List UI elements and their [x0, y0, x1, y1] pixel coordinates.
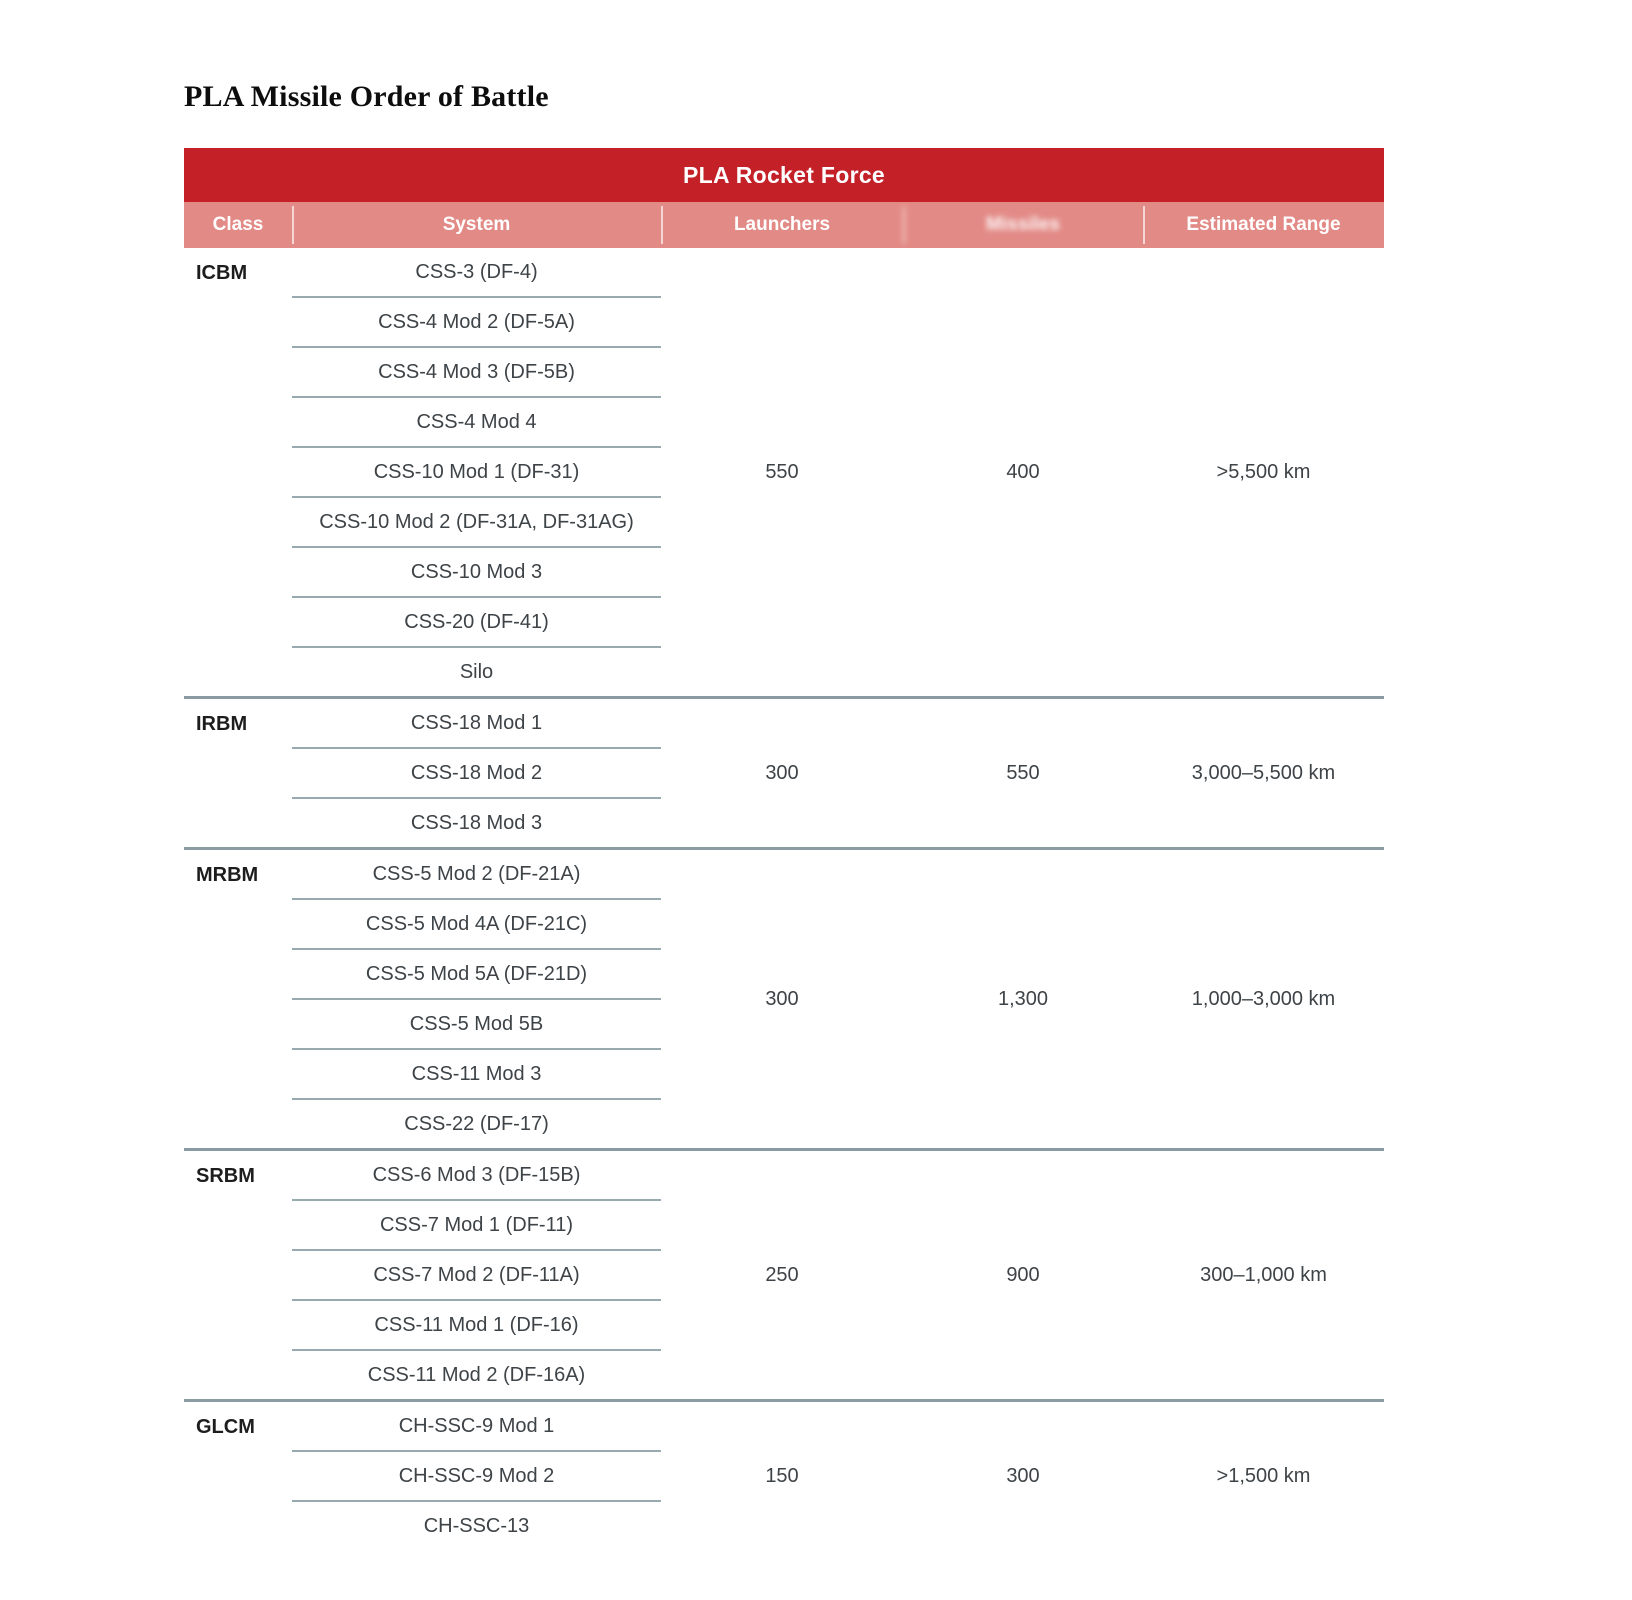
- table-row: [184, 1151, 1384, 1402]
- cell-range: 3,000–5,500 km: [1191, 761, 1336, 784]
- column-header-system: System: [292, 202, 661, 248]
- system-item: CSS-7 Mod 2 (DF-11A): [292, 1251, 661, 1301]
- cell-class: MRBM: [196, 864, 259, 886]
- system-item: CSS-4 Mod 4: [292, 398, 661, 448]
- cell-class: ICBM: [196, 262, 248, 284]
- page-title: PLA Missile Order of Battle: [184, 80, 549, 113]
- system-item: CH-SSC-9 Mod 2: [292, 1452, 661, 1502]
- system-item: CSS-10 Mod 1 (DF-31): [292, 448, 661, 498]
- cell-missiles: 550: [1006, 761, 1040, 784]
- cell-launchers: 150: [765, 1464, 799, 1487]
- table-row: [184, 850, 1384, 1151]
- pla-missile-table: [184, 148, 1384, 1550]
- cell-system-list: [292, 850, 661, 1148]
- cell-missiles: 400: [1006, 460, 1040, 483]
- system-item: CSS-18 Mod 2: [292, 749, 661, 799]
- table-row: [184, 248, 1384, 699]
- system-item: CSS-18 Mod 1: [292, 699, 661, 749]
- cell-launchers: 300: [765, 987, 799, 1010]
- cell-class: GLCM: [196, 1416, 255, 1438]
- system-item: CH-SSC-9 Mod 1: [292, 1402, 661, 1452]
- cell-system-list: [292, 699, 661, 847]
- table-row: [184, 1402, 1384, 1550]
- system-item: Silo: [459, 660, 494, 683]
- system-item: CSS-11 Mod 3: [292, 1050, 661, 1100]
- column-header-missiles: Missiles: [903, 202, 1143, 248]
- system-item: CSS-5 Mod 2 (DF-21A): [292, 850, 661, 900]
- system-item: CSS-18 Mod 3: [410, 811, 543, 834]
- cell-range: >1,500 km: [1216, 1464, 1311, 1487]
- cell-launchers: 300: [765, 761, 799, 784]
- system-item: CSS-4 Mod 3 (DF-5B): [292, 348, 661, 398]
- cell-range: 300–1,000 km: [1200, 1263, 1327, 1286]
- cell-range: >5,500 km: [1216, 460, 1311, 483]
- system-item: CH-SSC-13: [423, 1514, 530, 1537]
- system-item: CSS-10 Mod 3: [292, 548, 661, 598]
- system-item: CSS-6 Mod 3 (DF-15B): [292, 1151, 661, 1201]
- cell-system-list: [292, 248, 661, 696]
- system-item: CSS-3 (DF-4): [292, 248, 661, 298]
- system-item: CSS-4 Mod 2 (DF-5A): [292, 298, 661, 348]
- system-item: CSS-10 Mod 2 (DF-31A, DF-31AG): [292, 498, 661, 548]
- system-item: CSS-5 Mod 5A (DF-21D): [292, 950, 661, 1000]
- table-column-headers: [184, 202, 1384, 248]
- system-item: CSS-5 Mod 4A (DF-21C): [292, 900, 661, 950]
- column-header-class: Class: [212, 214, 264, 235]
- column-header-launchers: Launchers: [661, 202, 903, 248]
- cell-launchers: 250: [765, 1263, 799, 1286]
- cell-range: 1,000–3,000 km: [1191, 987, 1336, 1010]
- cell-system-list: [292, 1151, 661, 1399]
- column-header-estimated-range: Estimated Range: [1143, 202, 1384, 248]
- system-item: CSS-20 (DF-41): [292, 598, 661, 648]
- cell-launchers: 550: [765, 460, 799, 483]
- cell-class: IRBM: [196, 713, 248, 735]
- system-item: CSS-5 Mod 5B: [292, 1000, 661, 1050]
- cell-system-list: [292, 1402, 661, 1550]
- table-banner: PLA Rocket Force: [184, 148, 1384, 202]
- system-item: CSS-7 Mod 1 (DF-11): [292, 1201, 661, 1251]
- cell-missiles: 1,300: [997, 987, 1049, 1010]
- system-item: CSS-11 Mod 1 (DF-16): [292, 1301, 661, 1351]
- cell-class: SRBM: [196, 1165, 255, 1187]
- table-row: [184, 699, 1384, 850]
- table-body: [184, 248, 1384, 1550]
- cell-missiles: 300: [1006, 1464, 1040, 1487]
- system-item: CSS-11 Mod 2 (DF-16A): [367, 1363, 586, 1386]
- system-item: CSS-22 (DF-17): [404, 1112, 549, 1135]
- cell-missiles: 900: [1006, 1263, 1040, 1286]
